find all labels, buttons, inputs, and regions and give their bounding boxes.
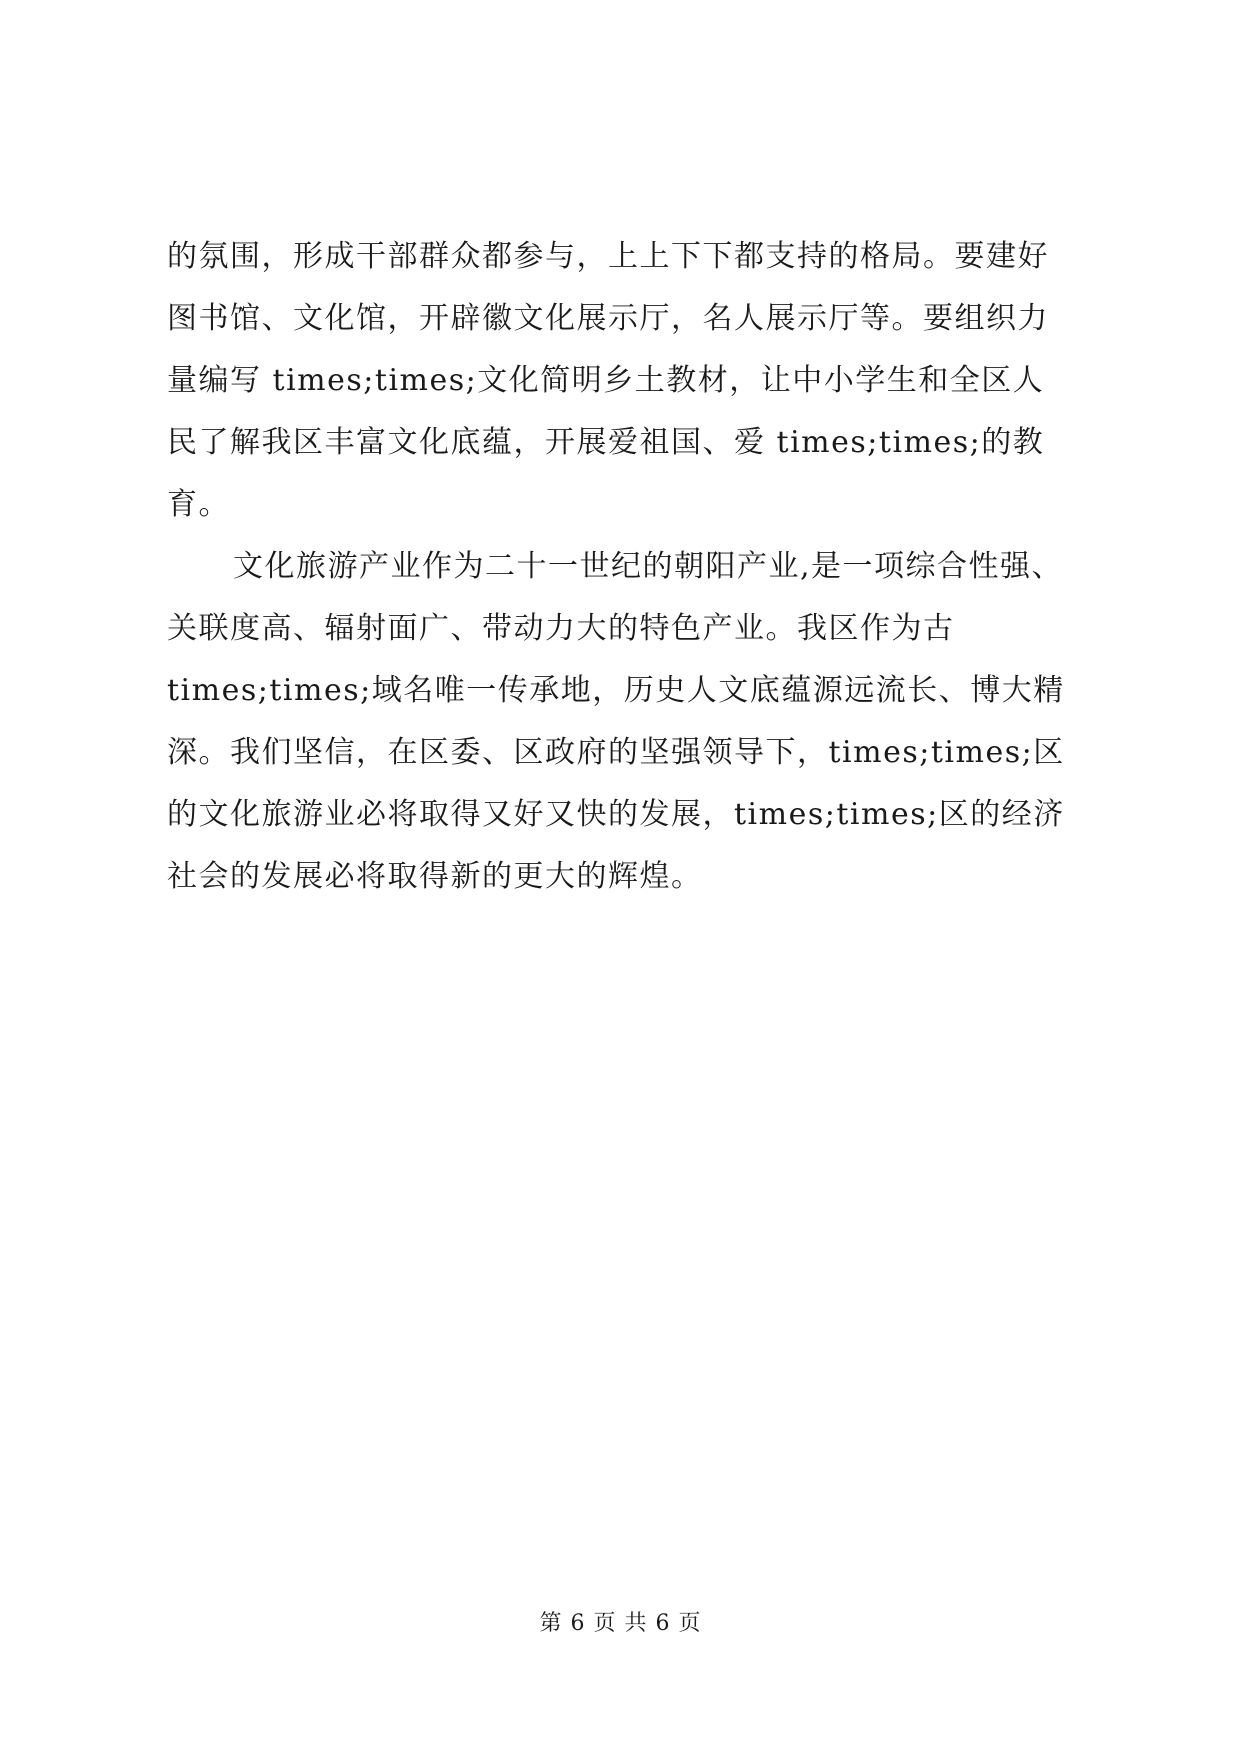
text-line: 关联度高、辐射面广、带动力大的特色产业。我区作为古 (167, 611, 955, 646)
text-line: 深。我们坚信，在区委、区政府的坚强领导下，times;times;区 (167, 735, 1065, 770)
page-indicator: 第 6 页 共 6 页 (539, 1611, 702, 1636)
text-line: 民了解我区丰富文化底蕴，开展爱祖国、爱 times;times;的教 (167, 425, 1045, 460)
page-footer (0, 1609, 1241, 1639)
text-line: 社会的发展必将取得新的更大的辉煌。 (167, 859, 703, 894)
paragraph-first-line: 文化旅游产业作为二十一世纪的朝阳产业,是一项综合性强、 (233, 549, 1064, 584)
text-line: 育。 (167, 487, 230, 522)
text-line: 量编写 times;times;文化简明乡土教材，让中小学生和全区人 (167, 363, 1045, 398)
body-text (167, 226, 1087, 908)
text-line: 的氛围，形成干部群众都参与，上上下下都支持的格局。要建好 (167, 239, 1049, 274)
text-line: times;times;域名唯一传承地，历史人文底蕴源远流长、博大精 (167, 673, 1065, 708)
text-line: 的文化旅游业必将取得又好又快的发展，times;times;区的经济 (167, 797, 1065, 832)
text-line: 图书馆、文化馆，开辟徽文化展示厅，名人展示厅等。要组织力 (167, 301, 1049, 336)
